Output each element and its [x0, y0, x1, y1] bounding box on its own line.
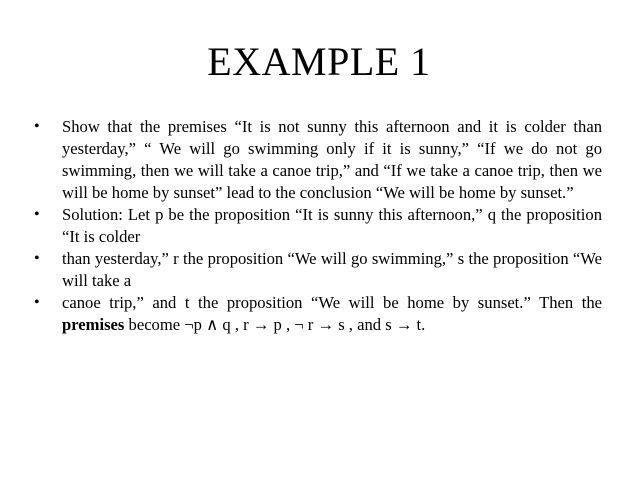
bullet-item-3 — [34, 248, 602, 292]
bullet-marker: • — [34, 118, 40, 135]
bullet-marker: • — [34, 206, 40, 223]
bullet-text-3: than yesterday,” r the proposition “We will go swimming,” s the proposition “We will take a — [62, 249, 602, 290]
bullet-marker: • — [34, 294, 40, 311]
bullet-marker: • — [34, 250, 40, 267]
bullet-text-2: Solution: Let p be the proposition “It is sunny this afternoon,” q the proposition “It is colder — [62, 205, 602, 246]
slide-title: EXAMPLE 1 — [207, 39, 431, 84]
bullet-text-4-bold: premises — [62, 315, 125, 334]
bullet-list — [34, 116, 602, 336]
bullet-text-1: Show that the premises “It is not sunny this afternoon and it is colder than yesterday,” “ We will go swimming only if it is sunny,” “If we do not go swimming, then we will take a canoe trip,” and “If we take a canoe trip, then we will be home by sunset” lead to the conclusion “We will be home by sunset.” — [62, 117, 602, 202]
bullet-item-1 — [34, 116, 602, 204]
bullet-item-4 — [34, 292, 602, 336]
bullet-text-4-suffix: become ¬p ∧ q , r → p , ¬ r → s , and s → t. — [128, 315, 426, 334]
bullet-text-4-prefix: canoe trip,” and t the proposition “We will be home by sunset.” Then the — [62, 293, 602, 312]
bullet-item-2 — [34, 204, 602, 248]
